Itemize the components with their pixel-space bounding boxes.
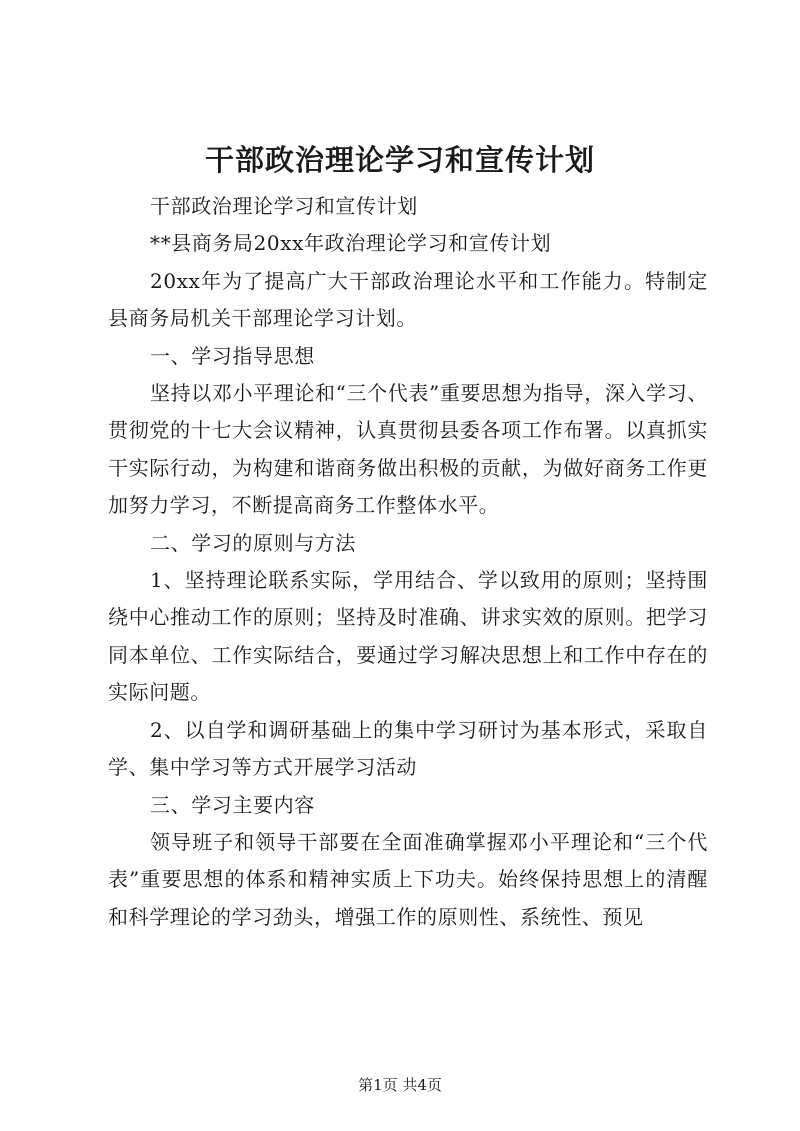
paragraph-main-content: 领导班子和领导干部要在全面准确掌握邓小平理论和“三个代表”重要思想的体系和精神实质上下功夫。始终保持思想上的清醒和科学理论的学习劲头，增强工作的原则性、系统性、预见 — [108, 829, 708, 929]
document-title: 干部政治理论学习和宣传计划 — [204, 143, 595, 177]
paragraph-guiding-thought: 坚持以邓小平理论和“三个代表”重要思想为指导，深入学习、贯彻党的十七大会议精神，认真贯彻县委各项工作布署。以真抓实干实际行动，为构建和谐商务做出积极的贡献，为做好商务工作更加努力学习，不断提高商务工作整体水平。 — [108, 381, 708, 518]
paragraph-principle-2: 2、以自学和调研基础上的集中学习研讨为基本形式，采取自学、集中学习等方式开展学习活动 — [108, 717, 708, 780]
section-heading-2: 二、学习的原则与方法 — [150, 530, 356, 555]
page-number-footer: 第1页 共4页 — [358, 1076, 442, 1094]
paragraph-intro: 20xx年为了提高广大干部政治理论水平和工作能力。特制定县商务局机关干部理论学习计划。 — [108, 268, 708, 331]
document-body — [108, 188, 708, 936]
section-heading-1: 一、学习指导思想 — [150, 343, 315, 368]
paragraph-principle-1: 1、坚持理论联系实际，学用结合、学以致用的原则；坚持围绕中心推动工作的原则；坚持及时准确、讲求实效的原则。把学习同本单位、工作实际结合，要通过学习解决思想上和工作中存在的实际问题。 — [108, 568, 708, 705]
paragraph-plan-name: **县商务局20xx年政治理论学习和宣传计划 — [150, 231, 552, 256]
section-heading-3: 三、学习主要内容 — [150, 792, 315, 817]
paragraph-subtitle: 干部政治理论学习和宣传计划 — [150, 194, 418, 218]
